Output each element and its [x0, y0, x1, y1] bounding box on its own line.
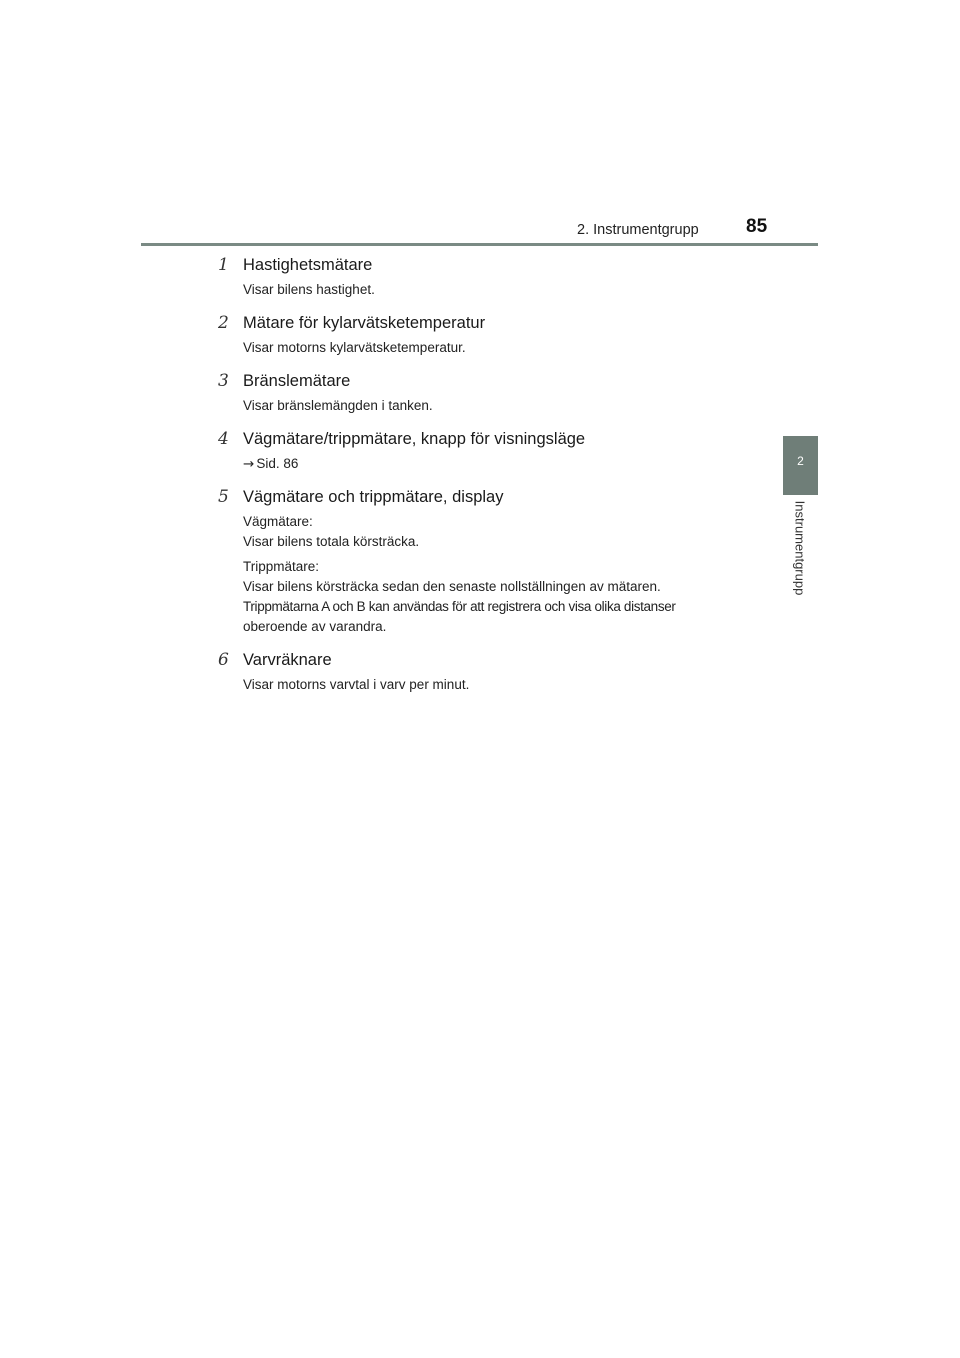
trip-meter-description: Visar bilens körsträcka sedan den senaste nollställningen av mätaren.: [243, 579, 661, 594]
item-title: Varvräknare: [243, 650, 332, 669]
item-heading: [218, 647, 746, 673]
item-number: 5: [218, 487, 229, 507]
item-coolant-gauge: [218, 310, 746, 358]
item-heading: [218, 310, 746, 336]
item-number: 1: [218, 255, 229, 275]
chapter-tab-label: Instrumentgrupp: [792, 500, 808, 596]
arrow-right-icon: →: [243, 456, 255, 472]
chapter-tab[interactable]: [783, 436, 818, 495]
item-heading: [218, 252, 746, 278]
page-reference[interactable]: [243, 454, 746, 474]
item-title: Vägmätare och trippmätare, display: [243, 487, 504, 506]
odometer-description: Visar bilens totala körsträcka.: [243, 534, 420, 549]
page-reference-text: Sid. 86: [256, 456, 299, 471]
odometer-label: Vägmätare:: [243, 514, 313, 529]
header-rule: [141, 243, 818, 246]
item-title: Bränslemätare: [243, 371, 351, 390]
item-speedometer: [218, 252, 746, 300]
item-title: Mätare för kylarvätsketemperatur: [243, 313, 486, 332]
item-odometer-display: [218, 484, 746, 637]
item-tachometer: [218, 647, 746, 695]
item-description: Visar bränslemängden i tanken.: [243, 398, 433, 413]
item-description: Visar motorns varvtal i varv per minut.: [243, 677, 470, 692]
page-number: 85: [746, 216, 768, 237]
item-odometer-button: [218, 426, 746, 474]
chapter-tab-number: 2: [797, 454, 804, 468]
header-section-title: 2. Instrumentgrupp: [577, 222, 699, 238]
item-heading: [218, 426, 746, 452]
item-title: Hastighetsmätare: [243, 255, 373, 274]
item-number: 2: [218, 313, 229, 333]
item-heading: [218, 368, 746, 394]
item-heading: [218, 484, 746, 510]
item-fuel-gauge: [218, 368, 746, 416]
content: [218, 252, 746, 705]
item-number: 6: [218, 650, 229, 670]
trip-meter-label: Trippmätare:: [243, 559, 320, 574]
item-description: Visar motorns kylarvätsketemperatur.: [243, 340, 466, 355]
trip-meter-description: oberoende av varandra.: [243, 619, 387, 634]
item-number: 4: [218, 429, 229, 449]
item-title: Vägmätare/trippmätare, knapp för visningsläge: [243, 429, 586, 448]
trip-meter-description: Trippmätarna A och B kan användas för att registrera och visa olika distanser: [243, 599, 676, 614]
item-number: 3: [218, 371, 229, 391]
item-description: Visar bilens hastighet.: [243, 282, 375, 297]
